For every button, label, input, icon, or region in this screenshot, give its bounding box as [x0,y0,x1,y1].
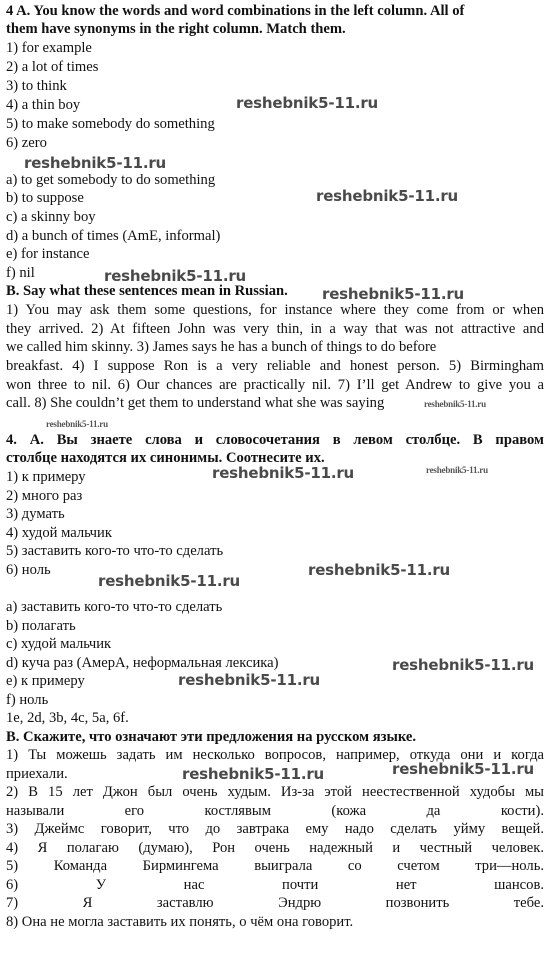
watermark: reshebnik5-11.ru [392,656,534,674]
ru-left-item: 2) много раз [6,488,83,504]
en-task-b-heading: B. Say what these sentences mean in Russian. [6,283,288,299]
ru-task-b-line: 8) Она не могла заставить их понять, о чём она говорит. [6,914,354,930]
en-task-a-heading-1: 4 A. You know the words and word combinations in the left column. All of [6,3,465,19]
en-task-b-line: call. 8) She couldn’t get them to understand what she was saying [6,395,385,411]
ru-task-a-heading-2: столбце находятся их синонимы. Соотнесите их. [6,450,325,466]
ru-task-b-line: 4) Я полагаю (думаю), Рон очень надежный и честный человек. [6,840,544,856]
ru-left-item: 5) заставить кого-то что-то сделать [6,543,224,559]
watermark: reshebnik5-11.ru [104,267,246,285]
watermark: reshebnik5-11.ru [236,94,378,112]
ru-task-b-heading: В. Скажите, что означают эти предложения на русском языке. [6,729,417,745]
watermark: reshebnik5-11.ru [46,419,108,429]
en-right-item: f) nil [6,265,35,281]
watermark: reshebnik5-11.ru [322,285,464,303]
ru-task-b-line: 5) Команда Бирмингема выиграла со счетом три—ноль. [6,858,544,874]
ru-task-b-line: 3) Джеймс говорит, что до завтрака ему надо сделать уйму вещей. [6,821,544,837]
ru-left-item: 1) к примеру [6,469,86,485]
watermark: reshebnik5-11.ru [98,572,240,590]
ru-task-b-line: приехали. [6,766,68,782]
watermark: reshebnik5-11.ru [24,154,166,172]
ru-left-item: 3) думать [6,506,65,522]
en-right-item: b) to suppose [6,190,84,206]
ru-right-item: а) заставить кого-то что-то сделать [6,599,223,615]
en-task-b-line: breakfast. 4) I suppose Ron is a very reliable and honest person. 5) Birmingham [6,358,544,374]
ru-right-item: с) худой мальчик [6,636,112,652]
en-left-item: 3) to think [6,78,67,94]
watermark: reshebnik5-11.ru [212,464,354,482]
ru-right-item: d) куча раз (АмерА, неформальная лексика) [6,655,279,671]
ru-right-item: f) ноль [6,692,49,708]
en-right-item: a) to get somebody to do something [6,172,216,188]
en-task-b-line: they arrived. 2) At fifteen John was very thin, in a way that was not attractive and [6,321,544,337]
en-left-item: 5) to make somebody do something [6,116,215,132]
ru-task-b-line: 6) У нас почти нет шансов. [6,877,544,893]
ru-left-item: 6) ноль [6,562,51,578]
ru-right-item: е) к примеру [6,673,85,689]
watermark: reshebnik5-11.ru [182,765,324,783]
ru-task-a-heading-1: 4. А. Вы знаете слова и словосочетания в левом столбце. В правом [6,432,544,448]
watermark: reshebnik5-11.ru [178,671,320,689]
en-right-item: e) for instance [6,246,90,262]
en-left-item: 4) a thin boy [6,97,81,113]
ru-left-item: 4) худой мальчик [6,525,112,541]
ru-task-b-line: называли его костлявым (кожа да кости). [6,803,544,819]
watermark: reshebnik5-11.ru [426,465,488,475]
en-task-b-line: we called him skinny. 3) James says he has a bunch of things to do before [6,339,437,355]
ru-task-b-line: 1) Ты можешь задать им несколько вопросов, например, откуда они и когда [6,747,544,763]
ru-answer-key: 1е, 2d, 3b, 4c, 5a, 6f. [6,710,129,726]
watermark: reshebnik5-11.ru [424,399,486,409]
watermark: reshebnik5-11.ru [392,760,534,778]
ru-right-item: b) полагать [6,618,76,634]
en-left-item: 6) zero [6,135,47,151]
en-right-item: c) a skinny boy [6,209,96,225]
watermark: reshebnik5-11.ru [316,187,458,205]
en-task-b-line: 1) You may ask them some questions, for instance where they come from or when [6,302,544,318]
en-left-item: 1) for example [6,40,92,56]
en-task-a-heading-2: them have synonyms in the right column. Match them. [6,21,346,37]
ru-task-b-line: 2) В 15 лет Джон был очень худым. Из-за этой неестественной худобы мы [6,784,544,800]
en-left-item: 2) a lot of times [6,59,99,75]
en-task-b-line: won three to nil. 6) Our chances are practically nil. 7) I’ll get Andrew to give you a [6,377,544,393]
en-right-item: d) a bunch of times (AmE, informal) [6,228,221,244]
ru-task-b-line: 7) Я заставлю Эндрю позвонить тебе. [6,895,544,911]
watermark: reshebnik5-11.ru [308,561,450,579]
